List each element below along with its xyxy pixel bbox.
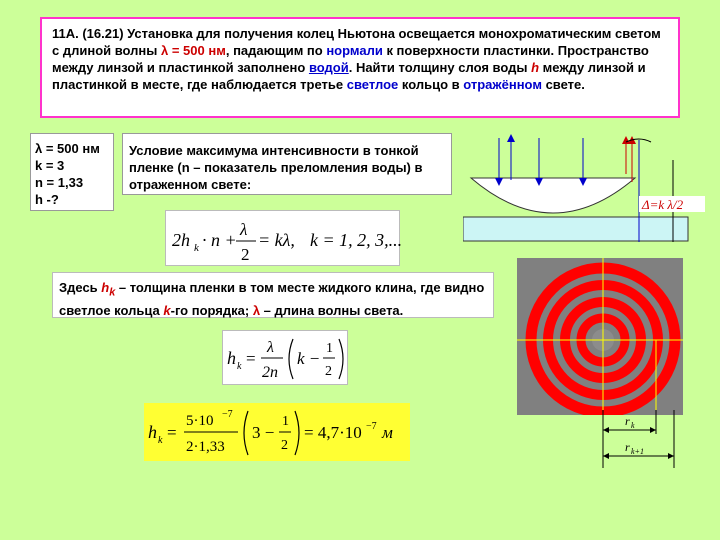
radius-rk-sub: k [631, 421, 635, 430]
formula-1-svg [166, 211, 401, 267]
problem-text: . Найти толщину слоя воды [348, 60, 532, 75]
lens [471, 178, 635, 213]
given-order: k = 3 [35, 158, 65, 173]
formula-thickness [222, 330, 348, 385]
radius-rk1-sub: k+1 [631, 447, 644, 456]
f2-eq: = [246, 349, 256, 368]
f1-num: λ [240, 220, 248, 239]
problem-text: 11А. (16.21) Установка для получения колец Ньютона освещается монохроматическим светом с длиной волны [52, 26, 661, 58]
condition-text: Условие максимума интенсивности в тонкой пленке (n – показатель преломления воды) в отраженном свете: [122, 133, 452, 195]
f2-lhs: h [227, 348, 236, 368]
problem-text: между линзой и пластинкой в месте, где наблюдается третье [52, 60, 646, 92]
explanation-part: – толщина пленки в том месте жидкого клина, где видно светлое кольца [59, 280, 485, 318]
wavelength-highlight: λ = 500 нм [161, 43, 226, 58]
f3-half-num: 1 [282, 414, 289, 429]
radius-rk-label: r [625, 414, 630, 428]
formula-2-svg [223, 331, 349, 386]
rings-svg [517, 258, 683, 415]
f1-sub: k [194, 242, 199, 254]
given-index: n = 1,33 [35, 175, 84, 190]
f1-k-values: k = 1, 2, 3,... [310, 230, 401, 250]
given-unknown: h -? [35, 192, 59, 207]
radius-rk1-label: r [625, 440, 630, 454]
formula-3-svg [144, 403, 410, 461]
f3-right-paren [295, 411, 299, 455]
formula-numeric-result [144, 403, 410, 461]
f3-three: 3 − [252, 423, 275, 442]
explanation-lambda: λ [252, 302, 261, 318]
explanation-text [52, 272, 494, 318]
radius-measurement [517, 410, 697, 470]
f3-result-exp: −7 [366, 421, 377, 432]
glass-plate [463, 217, 688, 241]
f3-eq: = [167, 423, 177, 442]
f3-lhs: h [148, 422, 157, 442]
explanation-k: k [163, 302, 171, 318]
f3-result: = 4,7·10 [304, 423, 362, 442]
problem-text: к поверхности пластинки. Пространство между линзой и пластинкой заполнено [52, 43, 649, 75]
given-data [30, 133, 114, 211]
f2-right-paren [339, 339, 343, 379]
explanation-h-sub: k [109, 286, 116, 299]
f2-k: k − [297, 349, 321, 368]
f2-half-den: 2 [325, 364, 332, 379]
f1-den: 2 [241, 245, 250, 264]
f2-num: λ [267, 339, 274, 356]
newton-rings-setup-diagram [463, 130, 708, 245]
f3-unit: м [382, 423, 393, 442]
f3-left-paren [244, 411, 248, 455]
explanation-part: – длина волны света. [260, 302, 404, 318]
reflected-highlight: отражённом [463, 77, 542, 92]
f3-num: 5·10 [186, 413, 214, 429]
problem-text: кольцо в [398, 77, 464, 92]
problem-text: свете. [541, 77, 585, 92]
f2-left-paren [289, 339, 293, 379]
problem-statement [40, 17, 680, 118]
f1-mid: · n + [202, 230, 237, 250]
f2-sub: k [237, 361, 242, 372]
f1-rhs: = kλ, [258, 230, 295, 250]
explanation-part: -го порядка; [170, 302, 253, 318]
setup-svg [463, 130, 708, 245]
h-highlight: h [531, 60, 540, 75]
problem-text: , падающим по [225, 43, 327, 58]
newton-rings-image [517, 258, 683, 415]
f1-lhs: 2h [172, 230, 190, 250]
explanation-part: Здесь [59, 280, 102, 295]
f3-sub: k [158, 435, 163, 446]
f3-den: 2·1,33 [186, 439, 225, 455]
bright-highlight: светлое [346, 77, 399, 92]
given-wavelength: λ = 500 нм [35, 141, 100, 156]
explanation-h: h [101, 280, 110, 295]
normal-highlight: нормали [326, 43, 383, 58]
f3-num-exp: −7 [222, 409, 233, 420]
measure-svg [517, 410, 697, 470]
f3-half-den: 2 [281, 438, 288, 453]
water-highlight: водой [308, 60, 349, 75]
formula-maximum-condition [165, 210, 400, 266]
f2-half-num: 1 [326, 341, 333, 356]
f2-den: 2n [262, 364, 278, 381]
path-difference-label: Δ=k λ/2 [642, 197, 684, 212]
